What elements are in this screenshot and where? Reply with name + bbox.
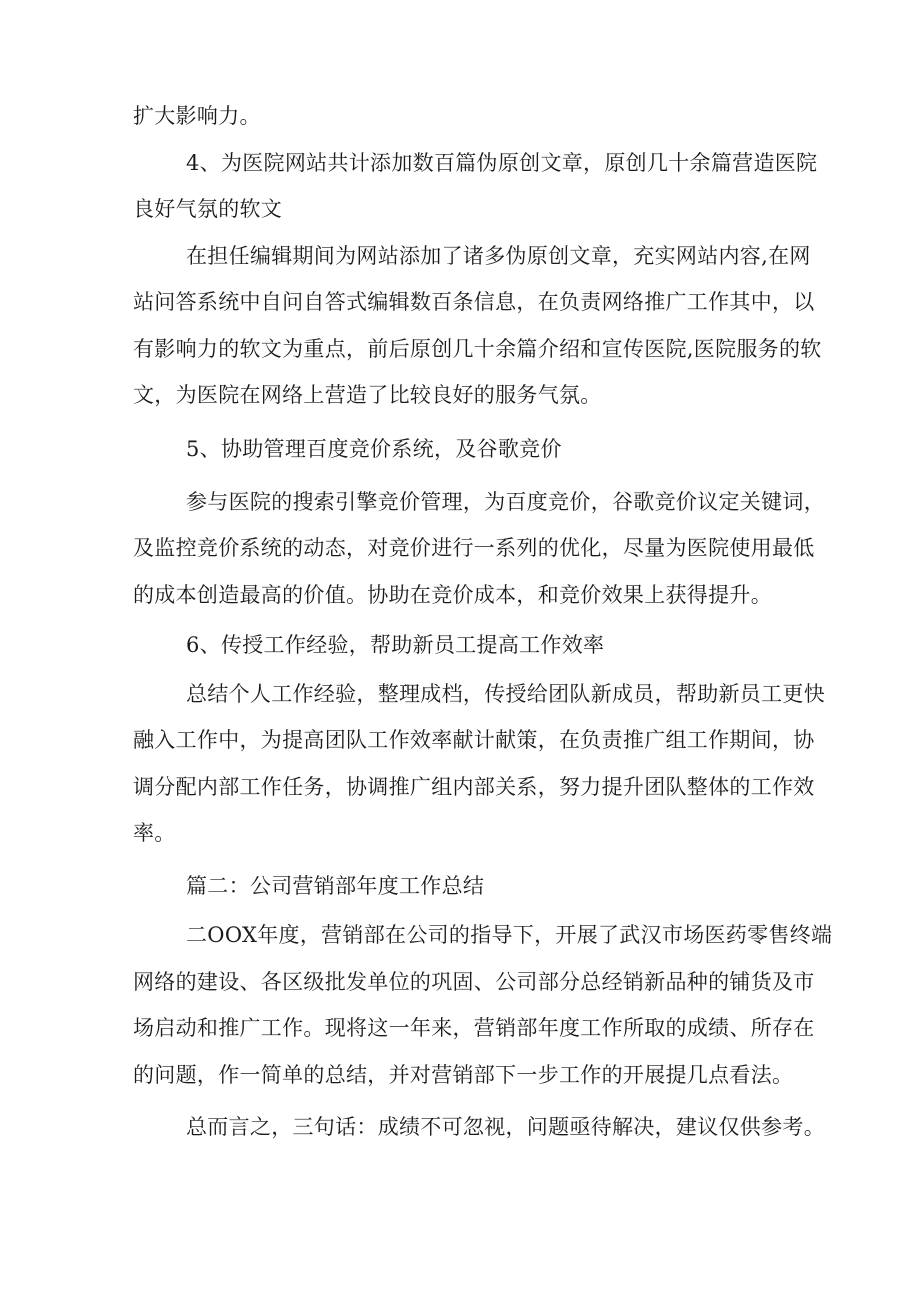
section-heading: 5、协助管理百度竞价系统，及谷歌竞价 bbox=[186, 437, 562, 461]
section-heading: 6、传授工作经验，帮助新员工提高工作效率 bbox=[186, 633, 605, 657]
paragraph-line: 调分配内部工作任务，协调推广组内部关系，努力提升团队整体的工作效 bbox=[133, 775, 815, 799]
paragraph-line: 站问答系统中自问自答式编辑数百条信息，在负责网络推广工作其中，以 bbox=[133, 290, 815, 314]
paragraph-line: 场启动和推广工作。现将这一年来，营销部年度工作所取的成绩、所存在 bbox=[133, 1016, 815, 1040]
closing-paragraph: 总而言之，三句话：成绩不可忽视，问题亟待解决，建议仅供参考。 bbox=[186, 1115, 825, 1139]
paragraph-line: 率。 bbox=[133, 821, 176, 845]
paragraph-line: 融入工作中，为提高团队工作效率献计献策，在负责推广组工作期间，协 bbox=[133, 728, 815, 752]
paragraph-line: 参与医院的搜索引擎竞价管理，为百度竞价，谷歌竞价议定关键词， bbox=[186, 490, 825, 514]
section-heading: 4、为医院网站共计添加数百篇伪原创文章，原创几十余篇营造医院 bbox=[186, 151, 818, 175]
paragraph-line: 网络的建设、各区级批发单位的巩固、公司部分总经销新品种的铺货及市 bbox=[133, 970, 815, 994]
paragraph-line: 二OOX年度，营销部在公司的指导下，开展了武汉市场医药零售终端 bbox=[186, 923, 833, 947]
paragraph-line: 文，为医院在网络上营造了比较良好的服务气氛。 bbox=[133, 383, 602, 407]
paragraph-line: 的成本创造最高的价值。协助在竞价成本，和竞价效果上获得提升。 bbox=[133, 583, 772, 607]
paragraph-line: 有影响力的软文为重点，前后原创几十余篇介绍和宣传医院,医院服务的软 bbox=[133, 337, 822, 361]
paragraph-line: 的问题，作一简单的总结，并对营销部下一步工作的开展提几点看法。 bbox=[133, 1063, 794, 1087]
paragraph-line: 在担任编辑期间为网站添加了诸多伪原创文章，充实网站内容,在网 bbox=[186, 244, 811, 268]
chapter-heading: 篇二：公司营销部年度工作总结 bbox=[186, 874, 485, 898]
paragraph-line: 及监控竞价系统的动态，对竞价进行一系列的优化，尽量为医院使用最低 bbox=[133, 536, 815, 560]
text-line: 扩大影响力。 bbox=[133, 104, 261, 128]
section-heading-continued: 良好气氛的软文 bbox=[133, 197, 283, 221]
paragraph-line: 总结个人工作经验，整理成档，传授给团队新成员，帮助新员工更快 bbox=[186, 682, 825, 706]
